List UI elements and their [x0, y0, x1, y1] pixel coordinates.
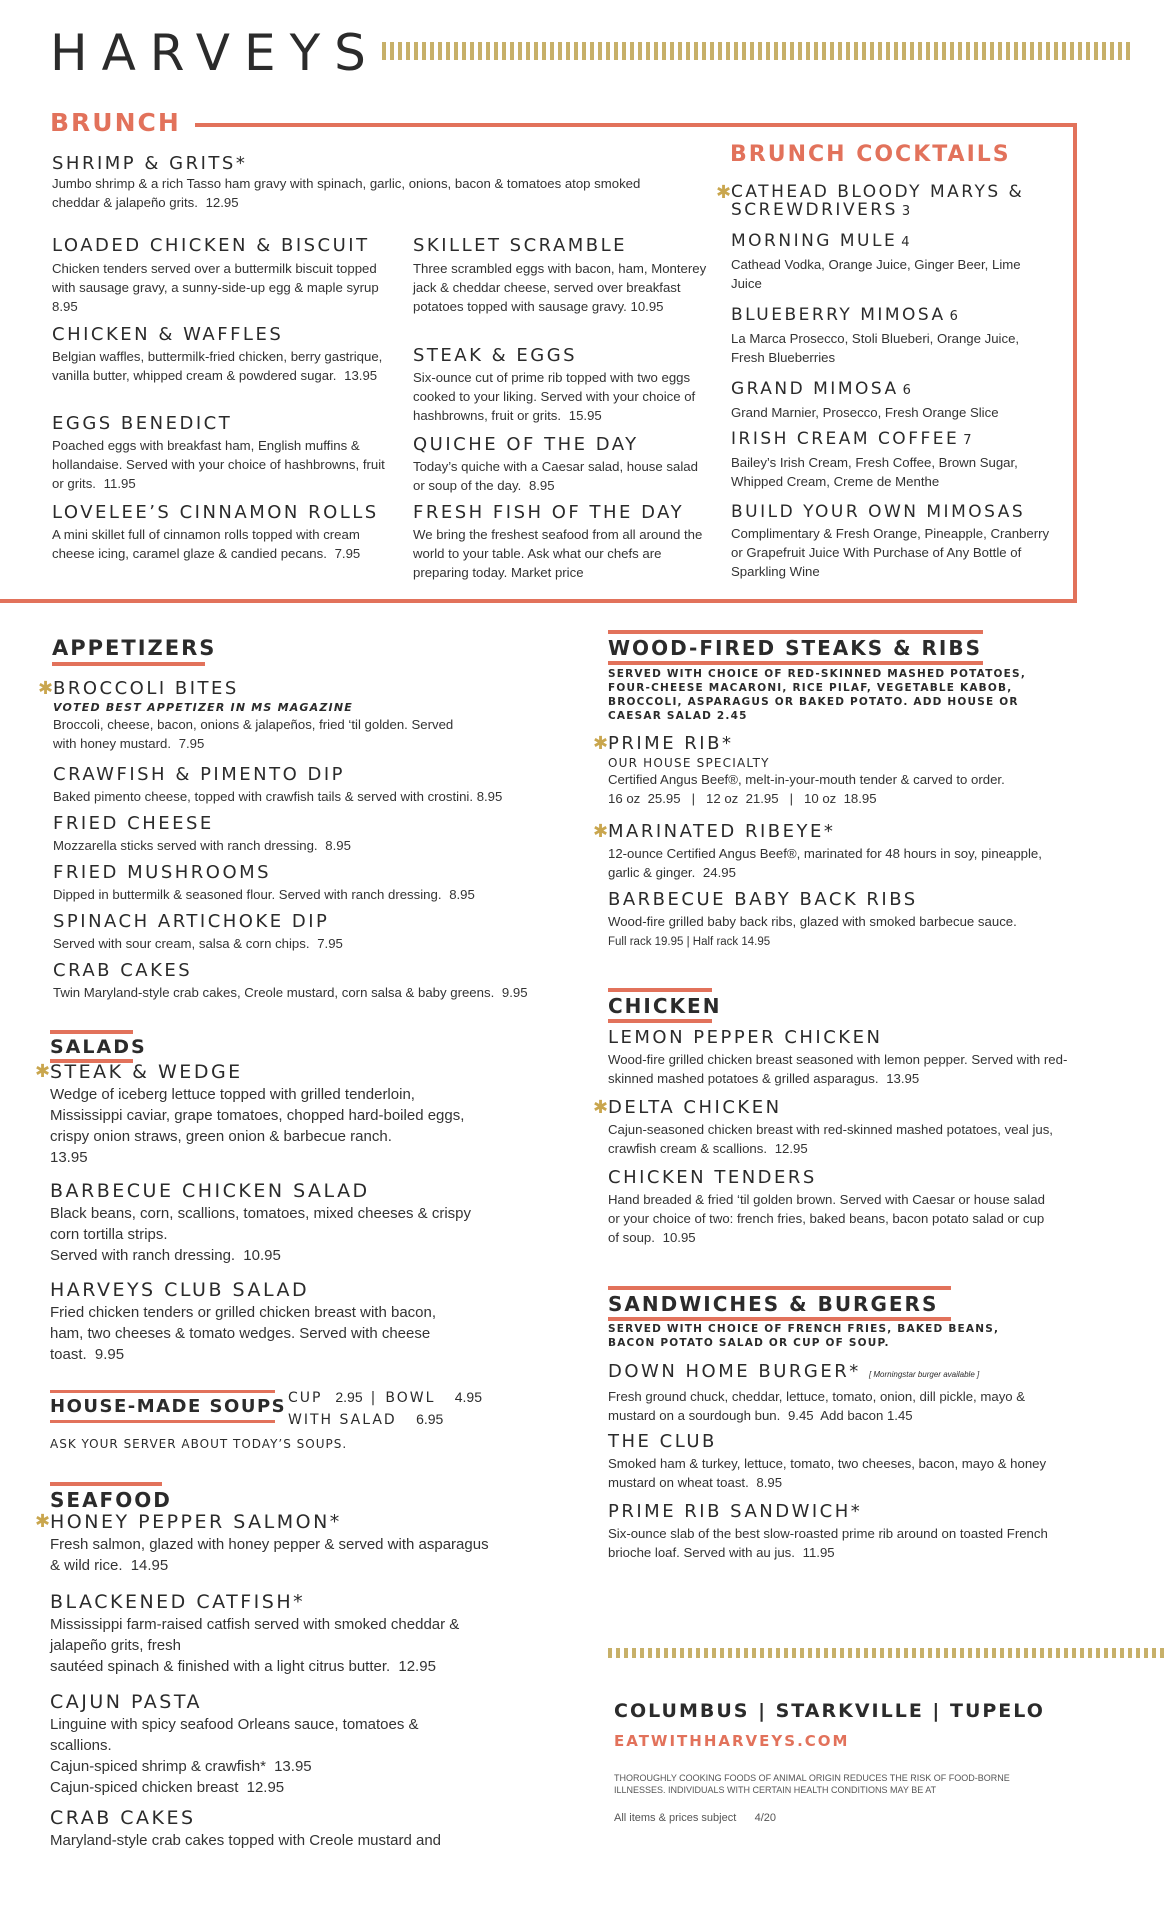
- header-divider: [382, 42, 1134, 60]
- seafood-item: CRAB CAKES Maryland-style crab cakes topped with Creole mustard and: [50, 1807, 442, 1849]
- brand-logo: HARVEYS: [50, 24, 380, 82]
- cocktail-item: ✱ CATHEAD BLOODY MARYS & SCREWDRIVERS 3: [716, 182, 1025, 220]
- star-icon: ✱: [593, 821, 609, 841]
- star-icon: ✱: [593, 1097, 609, 1117]
- salad-item: HARVEYS CLUB SALAD Fried chicken tenders or grilled chicken breast with bacon, ham, two cheeses & tomato wedges. Served with cheese toast. 9.95: [50, 1279, 437, 1363]
- brunch-item: EGGS BENEDICT Poached eggs with breakfast ham, English muffins & hollandaise. Served with your choice of hashbrowns, fruit or grits. 11.95: [52, 413, 385, 491]
- appetizers-header: APPETIZERS: [52, 636, 216, 666]
- cocktail-item: BLUEBERRY MIMOSA 6 La Marca Prosecco, Stoli Blueberi, Orange Juice, Fresh Blueberries: [731, 305, 1020, 365]
- appetizer-item: ✱ BROCCOLI BITES VOTED BEST APPETIZER IN MS MAGAZINE Broccoli, cheese, bacon, onions & jalapeños, fried ‘til golden. Served with honey mustard. 7.95: [38, 678, 454, 751]
- appetizer-item: FRIED MUSHROOMS Dipped in buttermilk & seasoned flour. Served with ranch dressing. 8.95: [53, 862, 475, 902]
- cocktail-item: GRAND MIMOSA 6 Grand Marnier, Prosecco, Fresh Orange Slice: [731, 379, 999, 420]
- soup-prices: CUP 2.95 | BOWL 4.95 WITH SALAD 6.95: [288, 1389, 482, 1428]
- brunch-item: SKILLET SCRAMBLE Three scrambled eggs with bacon, ham, Monterey jack & cheddar cheese, served over breakfast potatoes topped with sausage gravy. 10.95: [413, 235, 707, 314]
- chicken-item: LEMON PEPPER CHICKEN Wood-fire grilled chicken breast seasoned with lemon pepper. Served with red-skinned mashed potatoes & grilled asparagus. 13.95: [608, 1027, 1068, 1086]
- soups-note: ASK YOUR SERVER ABOUT TODAY’S SOUPS.: [50, 1437, 348, 1451]
- star-icon: ✱: [593, 733, 609, 753]
- brunch-box-border-bottom: [0, 599, 1077, 603]
- sandwich-item: PRIME RIB SANDWICH* Six-ounce slab of the best slow-roasted prime rib around on toasted French brioche loaf. Served with au jus. 11.95: [608, 1501, 1048, 1560]
- sandwiches-subtitle: SERVED WITH CHOICE OF FRENCH FRIES, BAKED BEANS, BACON POTATO SALAD OR CUP OF SOUP.: [608, 1323, 1000, 1349]
- star-icon: ✱: [35, 1511, 51, 1531]
- brunch-item: LOVELEE’S CINNAMON ROLLS A mini skillet full of cinnamon rolls topped with cream cheese icing, caramel glaze & candied pecans. 7.95: [52, 502, 379, 561]
- brunch-item: QUICHE OF THE DAY Today’s quiche with a Caesar salad, house salad or soup of the day. 8.95: [413, 434, 698, 493]
- brunch-item: LOADED CHICKEN & BISCUIT Chicken tenders served over a buttermilk biscuit topped with sausage gravy, a sunny-side-up egg & maple syrup 8.95: [52, 235, 379, 314]
- steaks-header: WOOD-FIRED STEAKS & RIBS: [608, 630, 983, 665]
- cocktail-item: MORNING MULE 4 Cathead Vodka, Orange Juice, Ginger Beer, Lime Juice: [731, 231, 1021, 291]
- steak-item: ✱ PRIME RIB* OUR HOUSE SPECIALTY Certified Angus Beef®, melt-in-your-mouth tender & carved to order. 16 oz 25.95 | 12 oz 21.95 | 10 oz 18.95: [593, 733, 1005, 806]
- sandwiches-header: SANDWICHES & BURGERS: [608, 1286, 951, 1321]
- salad-item: ✱ STEAK & WEDGE Wedge of iceberg lettuce topped with grilled tenderloin, Mississippi caviar, grape tomatoes, chopped hard-boiled eggs, crispy onion straws, green onion & barbecue ranch. 13.95: [35, 1061, 465, 1166]
- health-disclaimer: THOROUGHLY COOKING FOODS OF ANIMAL ORIGIN REDUCES THE RISK OF FOOD-BORNE ILLNESSES. INDIVIDUALS WITH CERTAIN HEALTH CONDITIONS MAY BE AT: [614, 1773, 1010, 1795]
- soups-header: HOUSE-MADE SOUPS: [50, 1390, 286, 1423]
- star-icon: ✱: [35, 1061, 51, 1081]
- sandwich-item: DOWN HOME BURGER* [ Morningstar burger available ] Fresh ground chuck, cheddar, lettuce, tomato, onion, dill pickle, mayo & mustard on a sourdough bun. 9.45 Add bacon 1.45: [608, 1361, 1026, 1423]
- chicken-item: ✱ DELTA CHICKEN Cajun-seasoned chicken breast with red-skinned mashed potatoes, veal jus, crawfish cream & scallions. 12.95: [593, 1097, 1053, 1156]
- appetizer-item: CRAWFISH & PIMENTO DIP Baked pimento cheese, topped with crawfish tails & served with crostini. 8.95: [53, 764, 503, 804]
- appetizer-item: SPINACH ARTICHOKE DIP Served with sour cream, salsa & corn chips. 7.95: [53, 911, 343, 951]
- steaks-subtitle: SERVED WITH CHOICE OF RED-SKINNED MASHED POTATOES, FOUR-CHEESE MACARONI, RICE PILAF, VEGETABLE KABOB, BROCCOLI, ASPARAGUS OR BAKED POTATO. ADD HOUSE OR CAESAR SALAD 2.45: [608, 668, 1027, 722]
- star-icon: ✱: [716, 182, 732, 202]
- salads-header: SALADS: [50, 1030, 147, 1063]
- footer-divider: [608, 1648, 1166, 1658]
- salad-item: BARBECUE CHICKEN SALAD Black beans, corn, scallions, tomatoes, mixed cheeses & crispy corn tortilla strips. Served with ranch dressing. 10.95: [50, 1180, 472, 1264]
- brunch-item: STEAK & EGGS Six-ounce cut of prime rib topped with two eggs cooked to your liking. Served with your choice of hashbrowns, fruit or grits. 15.95: [413, 345, 696, 423]
- chicken-header: CHICKEN: [608, 988, 721, 1023]
- cocktail-item: IRISH CREAM COFFEE 7 Bailey’s Irish Cream, Fresh Coffee, Brown Sugar, Whipped Cream, Creme de Menthe: [731, 429, 1018, 489]
- seafood-item: ✱ HONEY PEPPER SALMON* Fresh salmon, glazed with honey pepper & served with asparagus & wild rice. 14.95: [35, 1511, 489, 1574]
- brunch-item: CHICKEN & WAFFLES Belgian waffles, buttermilk-fried chicken, berry gastrique, vanilla butter, whipped cream & powdered sugar. 13.95: [52, 324, 383, 383]
- brunch-title: BRUNCH: [50, 108, 181, 137]
- brunch-item: FRESH FISH OF THE DAY We bring the freshest seafood from all around the world to your table. Ask what our chefs are preparing today. Market price: [413, 502, 703, 580]
- price-note: All items & prices subject 4/20: [614, 1812, 777, 1824]
- cocktails-title: BRUNCH COCKTAILS: [730, 142, 1011, 167]
- appetizer-item: CRAB CAKES Twin Maryland-style crab cakes, Creole mustard, corn salsa & baby greens. 9.95: [53, 960, 528, 1000]
- sandwich-item: THE CLUB Smoked ham & turkey, lettuce, tomato, two cheeses, bacon, mayo & honey mustard on wheat toast. 8.95: [608, 1431, 1047, 1490]
- steak-item: ✱ MARINATED RIBEYE* 12-ounce Certified Angus Beef®, marinated for 48 hours in soy, pineapple, garlic & ginger. 24.95: [593, 821, 1042, 880]
- appetizer-item: FRIED CHEESE Mozzarella sticks served with ranch dressing. 8.95: [53, 813, 351, 853]
- brunch-box-border: [1073, 123, 1077, 603]
- cocktail-item: BUILD YOUR OWN MIMOSAS Complimentary & Fresh Orange, Pineapple, Cranberry or Grapefruit Juice With Purchase of Any Bottle of Sparkling Wine: [731, 502, 1050, 579]
- website-link[interactable]: EATWITHHARVEYS.COM: [614, 1732, 850, 1750]
- seafood-item: BLACKENED CATFISH* Mississippi farm-raised catfish served with smoked cheddar & jalapeño grits, fresh sautéed spinach & finished with a light citrus butter. 12.95: [50, 1591, 460, 1675]
- star-icon: ✱: [38, 678, 54, 698]
- seafood-header: SEAFOOD: [50, 1482, 172, 1512]
- seafood-item: CAJUN PASTA Linguine with spicy seafood Orleans sauce, tomatoes & scallions. Cajun-spiced shrimp & crawfish* 13.95 Cajun-spiced chicken breast 12.95: [50, 1691, 419, 1796]
- locations: COLUMBUS | STARKVILLE | TUPELO: [614, 1700, 1045, 1722]
- steak-item: BARBECUE BABY BACK RIBS Wood-fire grilled baby back ribs, glazed with smoked barbecue sauce. Full rack 19.95 | Half rack 14.95: [608, 889, 1017, 948]
- brunch-item: SHRIMP & GRITS* Jumbo shrimp & a rich Tasso ham gravy with spinach, garlic, onions, bacon & tomatoes atop smoked cheddar & jalapeño grits. 12.95: [52, 153, 641, 210]
- brunch-divider: [195, 123, 1075, 127]
- chicken-item: CHICKEN TENDERS Hand breaded & fried ‘til golden brown. Served with Caesar or house salad or your choice of two: french fries, baked beans, bacon potato salad or cup of soup. 10.95: [608, 1167, 1045, 1245]
